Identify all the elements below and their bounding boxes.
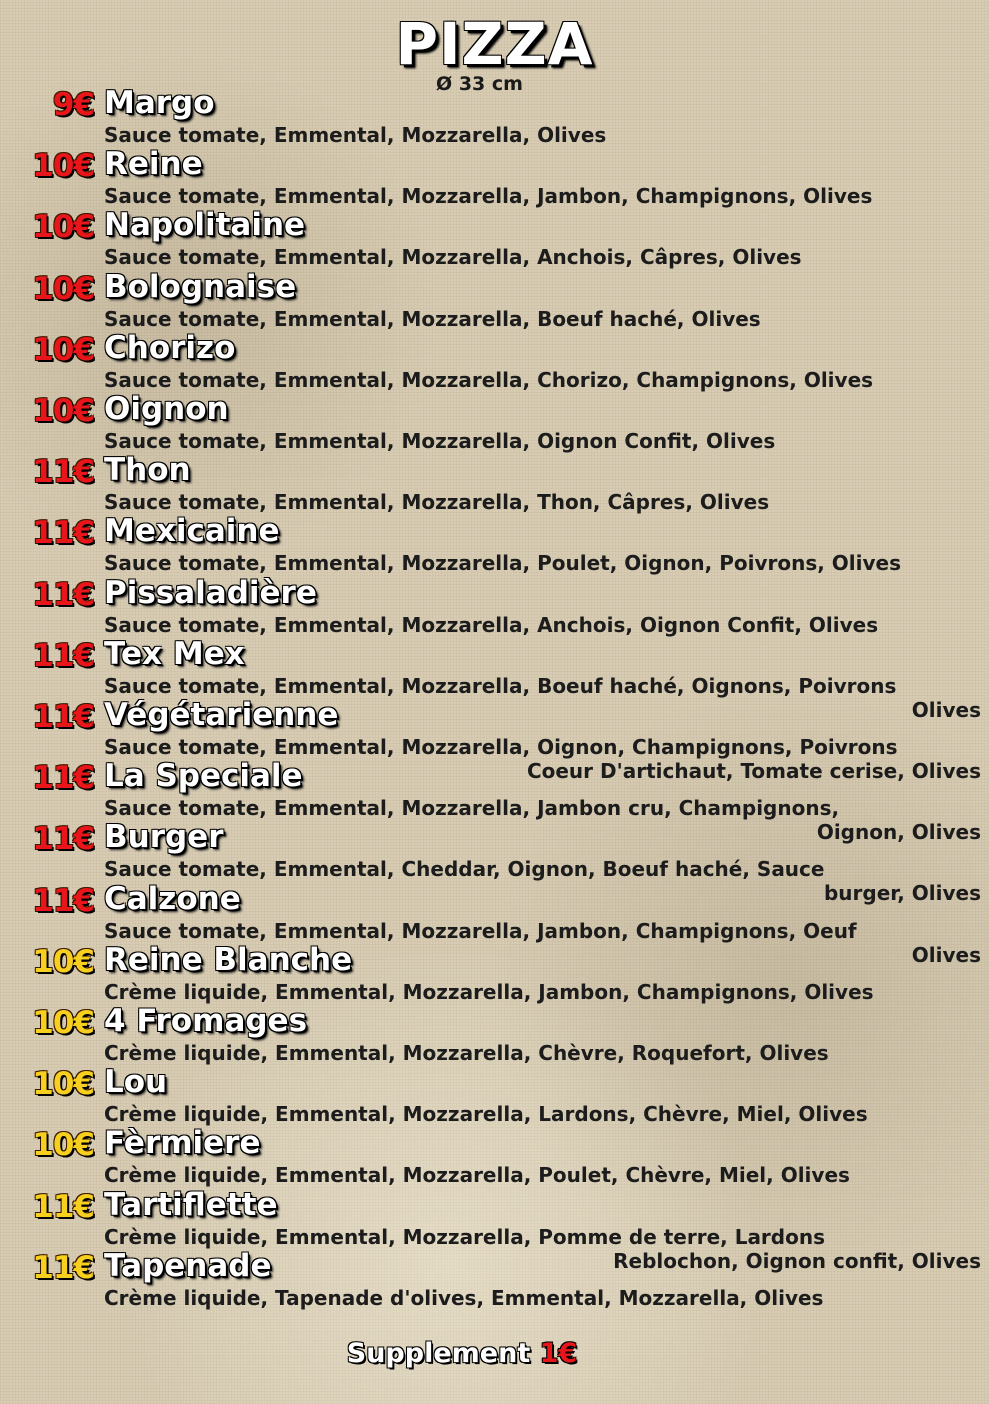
item-name: Calzone bbox=[104, 880, 241, 917]
menu-item bbox=[0, 1003, 989, 1065]
menu-item bbox=[0, 391, 989, 453]
item-description: Crème liquide, Tapenade d'olives, Emmental, Mozzarella, Olives bbox=[104, 1285, 824, 1310]
item-description: Sauce tomate, Emmental, Mozzarella, Jambon cru, Champignons, bbox=[104, 796, 840, 821]
item-name: Margo bbox=[104, 85, 215, 121]
item-name: Oignon bbox=[104, 391, 229, 427]
item-name: Reine bbox=[104, 146, 203, 183]
menu-item bbox=[0, 452, 989, 514]
supplement-line bbox=[0, 1338, 924, 1369]
item-name: Pissaladière bbox=[104, 574, 317, 611]
menu-item bbox=[0, 330, 989, 392]
item-price: 11€ bbox=[32, 576, 94, 613]
item-name: Tex Mex bbox=[104, 635, 245, 672]
item-description-continued: Olives bbox=[911, 697, 981, 722]
supplement-price: 1€ bbox=[539, 1338, 578, 1369]
item-price: 11€ bbox=[32, 699, 94, 735]
menu-item bbox=[0, 85, 989, 147]
item-description: Sauce tomate, Emmental, Mozzarella, Oignon Confit, Olives bbox=[104, 429, 776, 453]
item-name: Napolitaine bbox=[104, 207, 306, 244]
item-name: 4 Fromages bbox=[104, 1003, 308, 1039]
item-description: Sauce tomate, Emmental, Mozzarella, Jambon, Champignons, Olives bbox=[104, 184, 873, 209]
item-price: 10€ bbox=[32, 148, 94, 185]
menu-item bbox=[0, 207, 989, 269]
item-name: Lou bbox=[104, 1064, 168, 1101]
item-description-continued: Coeur D'artichaut, Tomate cerise, Olives bbox=[526, 759, 981, 783]
item-price: 11€ bbox=[32, 821, 94, 858]
item-description: Sauce tomate, Emmental, Mozzarella, Boeuf haché, Olives bbox=[104, 306, 761, 331]
item-description: Crème liquide, Emmental, Mozzarella, Lardons, Chèvre, Miel, Olives bbox=[104, 1102, 868, 1127]
menu-item bbox=[0, 1064, 989, 1126]
item-name: Végétarienne bbox=[104, 697, 339, 733]
item-price: 10€ bbox=[32, 209, 94, 246]
item-description: Sauce tomate, Emmental, Mozzarella, Poulet, Oignon, Poivrons, Olives bbox=[104, 551, 902, 576]
item-name: Fèrmiere bbox=[104, 1125, 261, 1162]
menu-item bbox=[0, 575, 989, 637]
menu-title: PIZZA bbox=[395, 10, 594, 78]
item-name: La Speciale bbox=[104, 758, 303, 795]
item-price: 11€ bbox=[32, 882, 94, 919]
item-price: 11€ bbox=[32, 454, 94, 491]
item-description: Crème liquide, Emmental, Mozzarella, Poulet, Chèvre, Miel, Olives bbox=[104, 1163, 850, 1188]
item-description: Sauce tomate, Emmental, Mozzarella, Anchois, Câpres, Olives bbox=[104, 245, 802, 270]
item-description-continued: Oignon, Olives bbox=[816, 820, 981, 845]
item-description-continued: Olives bbox=[911, 942, 981, 967]
item-name: Chorizo bbox=[104, 329, 236, 366]
menu-item bbox=[0, 269, 989, 331]
item-description: Sauce tomate, Emmental, Mozzarella, Jambon, Champignons, Oeuf bbox=[104, 918, 857, 943]
item-name: Thon bbox=[104, 452, 191, 489]
menu-item bbox=[0, 1125, 989, 1187]
item-description-continued: burger, Olives bbox=[823, 881, 981, 906]
item-price: 10€ bbox=[32, 331, 94, 368]
menu-item bbox=[0, 513, 989, 575]
item-price: 10€ bbox=[32, 1005, 94, 1041]
item-name: Bolognaise bbox=[104, 268, 297, 305]
item-description: Sauce tomate, Emmental, Mozzarella, Oignon, Champignons, Poivrons bbox=[104, 735, 898, 759]
item-price: 10€ bbox=[32, 1066, 94, 1103]
item-description: Sauce tomate, Emmental, Mozzarella, Anchois, Oignon Confit, Olives bbox=[104, 612, 879, 637]
pizza-size: Ø 33 cm bbox=[436, 73, 523, 95]
item-price: 11€ bbox=[32, 515, 94, 552]
item-price: 10€ bbox=[32, 393, 94, 429]
item-description: Crème liquide, Emmental, Mozzarella, Chèvre, Roquefort, Olives bbox=[104, 1041, 829, 1065]
item-price: 11€ bbox=[32, 637, 94, 674]
item-name: Tartiflette bbox=[104, 1186, 278, 1223]
supplement-label: Supplement bbox=[346, 1338, 531, 1369]
item-description: Crème liquide, Emmental, Mozzarella, Pomme de terre, Lardons bbox=[104, 1224, 825, 1249]
menu-item bbox=[0, 1248, 989, 1310]
item-description: Sauce tomate, Emmental, Mozzarella, Olives bbox=[104, 123, 607, 147]
item-name: Mexicaine bbox=[104, 513, 280, 550]
item-price: 10€ bbox=[32, 270, 94, 307]
item-description: Crème liquide, Emmental, Mozzarella, Jambon, Champignons, Olives bbox=[104, 979, 874, 1004]
item-price: 11€ bbox=[32, 1249, 94, 1286]
item-price: 10€ bbox=[32, 1127, 94, 1164]
item-description: Sauce tomate, Emmental, Cheddar, Oignon, Boeuf haché, Sauce bbox=[104, 857, 825, 882]
menu-item bbox=[0, 146, 989, 208]
item-name: Tapenade bbox=[104, 1247, 272, 1284]
item-price: 9€ bbox=[52, 87, 94, 123]
item-description: Sauce tomate, Emmental, Mozzarella, Thon, Câpres, Olives bbox=[104, 490, 770, 515]
item-name: Burger bbox=[104, 819, 224, 856]
menu-item bbox=[0, 942, 989, 1004]
item-name: Reine Blanche bbox=[104, 941, 353, 978]
item-description: Sauce tomate, Emmental, Mozzarella, Chorizo, Champignons, Olives bbox=[104, 367, 874, 392]
item-price: 10€ bbox=[32, 943, 94, 980]
item-price: 11€ bbox=[32, 1188, 94, 1225]
item-description: Sauce tomate, Emmental, Mozzarella, Boeuf haché, Oignons, Poivrons bbox=[104, 673, 897, 698]
item-price: 11€ bbox=[32, 760, 94, 797]
item-description-continued: Reblochon, Oignon confit, Olives bbox=[613, 1248, 981, 1273]
